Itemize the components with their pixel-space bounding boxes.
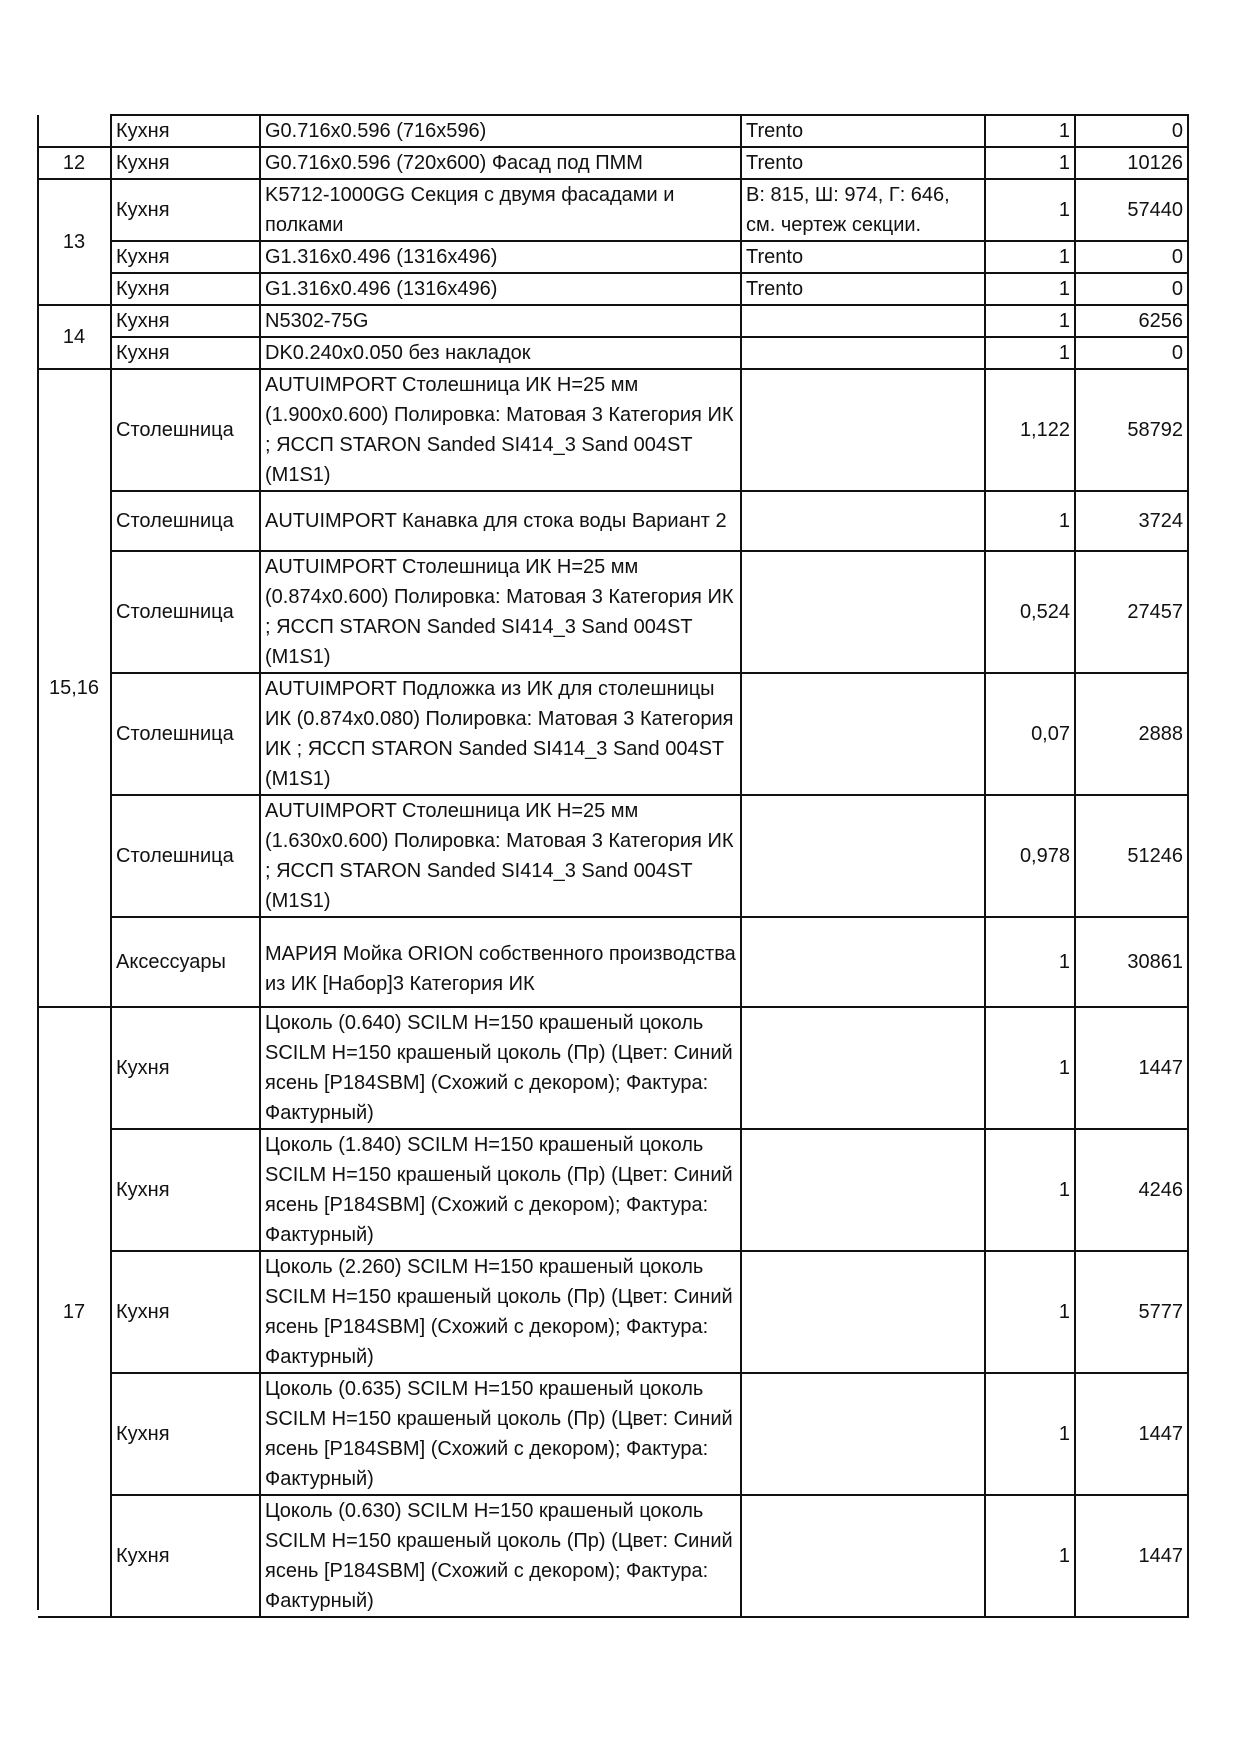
note-cell — [741, 1251, 985, 1373]
quantity-cell: 1 — [985, 241, 1075, 273]
specification-table — [38, 114, 1189, 1618]
quantity-cell: 1 — [985, 273, 1075, 305]
note-cell — [741, 1495, 985, 1617]
table-row — [38, 115, 1188, 147]
note-cell — [741, 1373, 985, 1495]
category-cell: Кухня — [111, 241, 260, 273]
table-row — [38, 147, 1188, 179]
table-row — [38, 1129, 1188, 1251]
category-cell: Кухня — [111, 305, 260, 337]
price-cell: 2888 — [1075, 673, 1188, 795]
table-row — [38, 273, 1188, 305]
table-row — [38, 795, 1188, 917]
quantity-cell: 1 — [985, 491, 1075, 551]
category-cell: Кухня — [111, 1251, 260, 1373]
description-cell: Цоколь (0.635) SCILM H=150 крашеный цоколь SCILM H=150 крашеный цоколь (Пр) (Цвет: Синий ясень [P184SBM] (Схожий с декором); Фактура: Фактурный) — [260, 1373, 741, 1495]
price-cell: 0 — [1075, 273, 1188, 305]
quantity-cell: 1 — [985, 1129, 1075, 1251]
category-cell: Столешница — [111, 491, 260, 551]
note-cell — [741, 305, 985, 337]
price-cell: 1447 — [1075, 1373, 1188, 1495]
quantity-cell: 1 — [985, 1251, 1075, 1373]
price-cell: 0 — [1075, 337, 1188, 369]
note-cell — [741, 795, 985, 917]
note-cell — [741, 917, 985, 1007]
description-cell: DK0.240x0.050 без накладок — [260, 337, 741, 369]
table-row — [38, 241, 1188, 273]
description-cell: AUTUIMPORT Столешница ИК H=25 мм (1.630x0.600) Полировка: Матовая 3 Категория ИК ; ЯССП STARON Sanded SI414_3 Sand 004ST (M1S1) — [260, 795, 741, 917]
table-row — [38, 673, 1188, 795]
table-row — [38, 1251, 1188, 1373]
category-cell: Кухня — [111, 273, 260, 305]
quantity-cell: 1 — [985, 305, 1075, 337]
category-cell: Столешница — [111, 795, 260, 917]
description-cell: G1.316x0.496 (1316x496) — [260, 273, 741, 305]
description-cell: Цоколь (2.260) SCILM H=150 крашеный цоколь SCILM H=150 крашеный цоколь (Пр) (Цвет: Синий ясень [P184SBM] (Схожий с декором); Фактура: Фактурный) — [260, 1251, 741, 1373]
quantity-cell: 1 — [985, 337, 1075, 369]
group-number: 14 — [38, 305, 111, 369]
category-cell: Столешница — [111, 551, 260, 673]
price-cell: 0 — [1075, 241, 1188, 273]
group-number: 12 — [38, 147, 111, 179]
quantity-cell: 1 — [985, 1495, 1075, 1617]
price-cell: 57440 — [1075, 179, 1188, 241]
category-cell: Кухня — [111, 115, 260, 147]
category-cell: Кухня — [111, 1495, 260, 1617]
quantity-cell: 1 — [985, 115, 1075, 147]
price-cell: 4246 — [1075, 1129, 1188, 1251]
note-cell — [741, 673, 985, 795]
price-cell: 10126 — [1075, 147, 1188, 179]
price-cell: 5777 — [1075, 1251, 1188, 1373]
table-row — [38, 337, 1188, 369]
table-row — [38, 917, 1188, 1007]
price-cell: 1447 — [1075, 1495, 1188, 1617]
group-number: 13 — [38, 179, 111, 305]
category-cell: Кухня — [111, 1129, 260, 1251]
description-cell: G1.316x0.496 (1316x496) — [260, 241, 741, 273]
description-cell: AUTUIMPORT Канавка для стока воды Вариант 2 — [260, 491, 741, 551]
category-cell: Кухня — [111, 1373, 260, 1495]
description-cell: AUTUIMPORT Столешница ИК H=25 мм (0.874x0.600) Полировка: Матовая 3 Категория ИК ; ЯССП STARON Sanded SI414_3 Sand 004ST (M1S1) — [260, 551, 741, 673]
description-cell: G0.716x0.596 (716x596) — [260, 115, 741, 147]
note-cell: Trento — [741, 241, 985, 273]
note-cell — [741, 337, 985, 369]
price-cell: 58792 — [1075, 369, 1188, 491]
category-cell: Аксессуары — [111, 917, 260, 1007]
description-cell: G0.716x0.596 (720x600) Фасад под ПММ — [260, 147, 741, 179]
price-cell: 27457 — [1075, 551, 1188, 673]
category-cell: Кухня — [111, 147, 260, 179]
table-row — [38, 551, 1188, 673]
description-cell: Цоколь (0.640) SCILM H=150 крашеный цоколь SCILM H=150 крашеный цоколь (Пр) (Цвет: Синий ясень [P184SBM] (Схожий с декором); Фактура: Фактурный) — [260, 1007, 741, 1129]
note-cell — [741, 491, 985, 551]
description-cell: МАРИЯ Мойка ORION собственного производства из ИК [Набор]3 Категория ИК — [260, 917, 741, 1007]
price-cell: 0 — [1075, 115, 1188, 147]
price-cell: 51246 — [1075, 795, 1188, 917]
note-cell — [741, 1129, 985, 1251]
description-cell: AUTUIMPORT Подложка из ИК для столешницы ИК (0.874x0.080) Полировка: Матовая 3 Категория ИК ; ЯССП STARON Sanded SI414_3 Sand 004ST (M1S1) — [260, 673, 741, 795]
description-cell: K5712-1000GG Секция с двумя фасадами и полками — [260, 179, 741, 241]
table-row — [38, 491, 1188, 551]
group-number — [38, 115, 111, 147]
price-cell: 30861 — [1075, 917, 1188, 1007]
price-cell: 3724 — [1075, 491, 1188, 551]
category-cell: Кухня — [111, 1007, 260, 1129]
quantity-cell: 1 — [985, 179, 1075, 241]
quantity-cell: 1,122 — [985, 369, 1075, 491]
quantity-cell: 1 — [985, 917, 1075, 1007]
note-cell: Trento — [741, 147, 985, 179]
description-cell: N5302-75G — [260, 305, 741, 337]
quantity-cell: 0,07 — [985, 673, 1075, 795]
note-cell: В: 815, Ш: 974, Г: 646, см. чертеж секции. — [741, 179, 985, 241]
category-cell: Кухня — [111, 179, 260, 241]
quantity-cell: 0,978 — [985, 795, 1075, 917]
quantity-cell: 1 — [985, 1007, 1075, 1129]
quantity-cell: 1 — [985, 147, 1075, 179]
note-cell: Trento — [741, 273, 985, 305]
category-cell: Столешница — [111, 673, 260, 795]
table-row — [38, 1373, 1188, 1495]
note-cell — [741, 1007, 985, 1129]
description-cell: AUTUIMPORT Столешница ИК H=25 мм (1.900x0.600) Полировка: Матовая 3 Категория ИК ; ЯССП STARON Sanded SI414_3 Sand 004ST (M1S1) — [260, 369, 741, 491]
table-row — [38, 1007, 1188, 1129]
note-cell: Trento — [741, 115, 985, 147]
note-cell — [741, 369, 985, 491]
group-number: 15,16 — [38, 369, 111, 1007]
price-cell: 1447 — [1075, 1007, 1188, 1129]
description-cell: Цоколь (1.840) SCILM H=150 крашеный цоколь SCILM H=150 крашеный цоколь (Пр) (Цвет: Синий ясень [P184SBM] (Схожий с декором); Фактура: Фактурный) — [260, 1129, 741, 1251]
category-cell: Столешница — [111, 369, 260, 491]
group-number: 17 — [38, 1007, 111, 1617]
note-cell — [741, 551, 985, 673]
price-cell: 6256 — [1075, 305, 1188, 337]
table-row — [38, 305, 1188, 337]
quantity-cell: 1 — [985, 1373, 1075, 1495]
description-cell: Цоколь (0.630) SCILM H=150 крашеный цоколь SCILM H=150 крашеный цоколь (Пр) (Цвет: Синий ясень [P184SBM] (Схожий с декором); Фактура: Фактурный) — [260, 1495, 741, 1617]
quantity-cell: 0,524 — [985, 551, 1075, 673]
category-cell: Кухня — [111, 337, 260, 369]
table-row — [38, 179, 1188, 241]
table-row — [38, 369, 1188, 491]
table-row — [38, 1495, 1188, 1617]
